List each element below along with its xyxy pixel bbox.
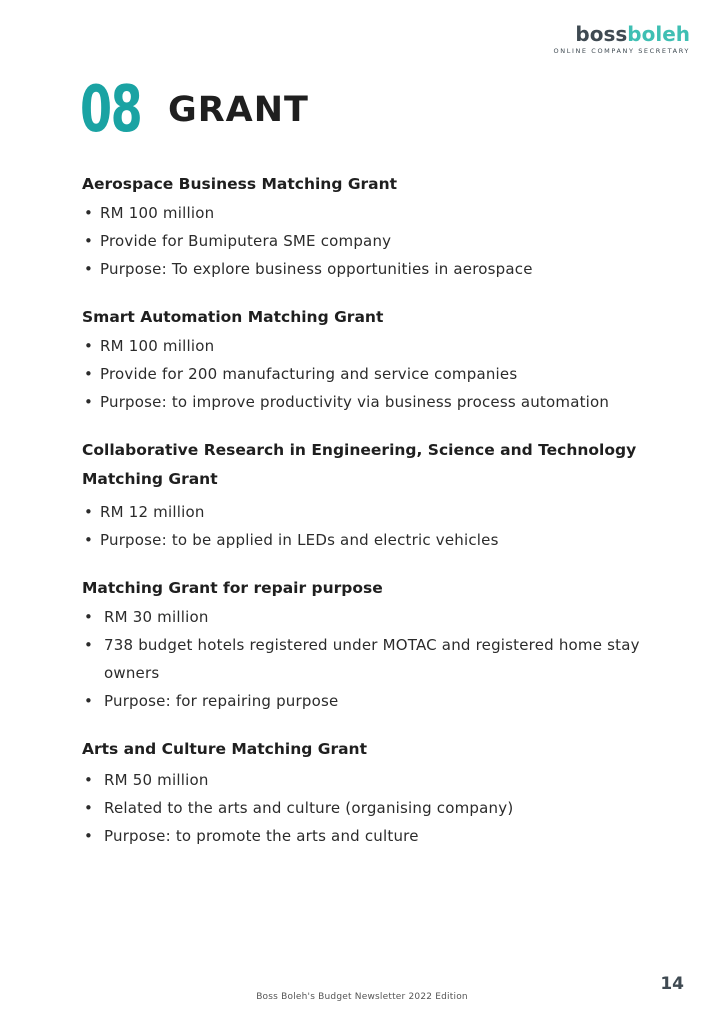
list-item xyxy=(82,498,672,526)
list-item xyxy=(82,631,672,687)
footer-text: Boss Boleh's Budget Newsletter 2022 Edition xyxy=(256,992,468,1002)
list-item xyxy=(82,603,672,631)
list-item xyxy=(82,766,672,794)
list-item-text: RM 100 million xyxy=(100,204,215,222)
list-item-text: 738 budget hotels registered under MOTAC and registered home stay owners xyxy=(104,636,640,682)
bullet-icon: • xyxy=(84,692,94,710)
page-number: 14 xyxy=(660,974,684,994)
list-item xyxy=(82,199,672,227)
list-item xyxy=(82,227,672,255)
list-item-text: RM 50 million xyxy=(104,771,209,789)
list-item xyxy=(82,360,672,388)
bullet-icon: • xyxy=(84,393,94,411)
list-item-text: Related to the arts and culture (organising company) xyxy=(104,799,514,817)
grant-title: Collaborative Research in Engineering, Science and Technology Matching Grant xyxy=(82,441,637,488)
list-item-text: RM 100 million xyxy=(100,337,215,355)
list-item xyxy=(82,687,672,715)
list-item-text: RM 12 million xyxy=(100,503,205,521)
section-header xyxy=(80,70,309,150)
grant-title: Aerospace Business Matching Grant xyxy=(82,175,398,193)
logo-wordmark xyxy=(554,22,690,46)
list-item xyxy=(82,388,672,416)
list-item-text: Purpose: to be applied in LEDs and electric vehicles xyxy=(100,531,499,549)
grant-details xyxy=(82,766,672,850)
logo-tagline: ONLINE COMPANY SECRETARY xyxy=(553,47,690,55)
list-item xyxy=(82,526,672,554)
bullet-icon: • xyxy=(84,771,94,789)
grant-details xyxy=(82,603,672,715)
grant-arts-culture xyxy=(82,735,672,850)
list-item-text: RM 30 million xyxy=(104,608,209,626)
grant-smart-automation xyxy=(82,303,672,416)
grant-collaborative-research xyxy=(82,436,672,554)
section-title: GRANT xyxy=(168,90,309,130)
bullet-icon: • xyxy=(84,503,94,521)
list-item xyxy=(82,822,672,850)
grant-details xyxy=(82,332,672,416)
list-item-text: Purpose: to improve productivity via business process automation xyxy=(100,393,610,411)
grant-details xyxy=(82,199,672,283)
bullet-icon: • xyxy=(84,827,94,845)
grant-repair xyxy=(82,574,672,715)
bullet-icon: • xyxy=(84,636,94,654)
logo-boleh-text: boleh xyxy=(627,22,690,46)
brand-logo xyxy=(554,22,690,55)
grant-list-content xyxy=(82,170,672,870)
bullet-icon: • xyxy=(84,608,94,626)
list-item-text: Provide for 200 manufacturing and service companies xyxy=(100,365,518,383)
list-item-text: Provide for Bumiputera SME company xyxy=(100,232,392,250)
grant-details xyxy=(82,498,672,554)
bullet-icon: • xyxy=(84,204,94,222)
grant-title: Arts and Culture Matching Grant xyxy=(82,740,368,758)
section-number: 08 xyxy=(80,73,142,147)
bullet-icon: • xyxy=(84,232,94,250)
bullet-icon: • xyxy=(84,531,94,549)
logo-boss-text: boss xyxy=(575,22,628,46)
list-item-text: Purpose: for repairing purpose xyxy=(104,692,339,710)
list-item xyxy=(82,794,672,822)
bullet-icon: • xyxy=(84,260,94,278)
list-item xyxy=(82,255,672,283)
grant-title: Smart Automation Matching Grant xyxy=(82,308,384,326)
grant-title: Matching Grant for repair purpose xyxy=(82,579,383,597)
grant-aerospace xyxy=(82,170,672,283)
bullet-icon: • xyxy=(84,365,94,383)
bullet-icon: • xyxy=(84,799,94,817)
list-item xyxy=(82,332,672,360)
list-item-text: Purpose: To explore business opportunities in aerospace xyxy=(100,260,533,278)
list-item-text: Purpose: to promote the arts and culture xyxy=(104,827,419,845)
bullet-icon: • xyxy=(84,337,94,355)
